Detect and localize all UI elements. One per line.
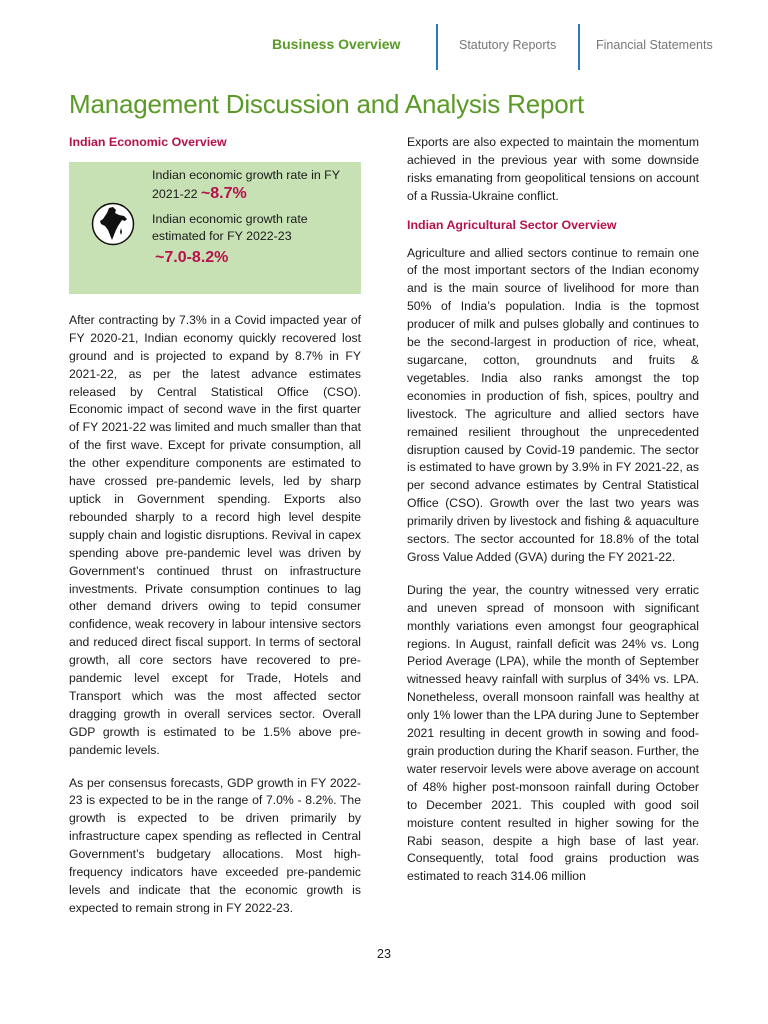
nav-financial-statements[interactable]: Financial Statements bbox=[596, 38, 713, 52]
left-column bbox=[69, 134, 361, 933]
stat-label-fy22: Indian economic growth rate in FY bbox=[152, 167, 341, 182]
paragraph: Exports are also expected to maintain the momentum achieved in the previous year with some downside risks emanating from geopolitical tensions on account of a Russia-Ukraine conflict. bbox=[407, 135, 699, 203]
stat-label-fy23: Indian economic growth rate estimated for FY 2022-23 bbox=[152, 211, 308, 244]
paragraph: As per consensus forecasts, GDP growth in FY 2022-23 is expected to be in the range of 7.0% - 8.2%. The growth is expected to be driven primarily by infrastructure capex spending as reflected in Central Government’s budgetary allocations. Most high-frequency indicators have exceeded pre-pandemic levels and indicate that the economic growth is expected to remain strong in FY 2022-23. bbox=[69, 775, 361, 915]
paragraph: After contracting by 7.3% in a Covid impacted year of FY 2020-21, Indian economy quickly recovered lost ground and is projected to expand by 8.7% in FY 2021-22, as per the latest advance estimates released by Central Statistical Office (CSO). Economic impact of second wave in the first quarter of FY 2021-22 was limited and much smaller than that of the first wave. Except for private consumption, all the other expenditure components are estimated to have crossed pre-pandemic levels, led by sharp uptick in Government spending. Exports also rebounded sharply to a record high level despite supply chain and logistic disruptions. Revival in capex spending above pre-pandemic level was driven by Government’s continued thrust on infrastructure investments. Private consumption continues to lag other demand drivers owing to tepid consumer confidence, weak recovery in labour intensive sectors and reduced direct fiscal support. In terms of sectoral growth, all core sectors have recovered to pre-pandemic level except for Trade, Hotels and Transport which was the most affected sector dragging growth in overall services sector. Overall GDP growth is estimated to be 1.5% above pre-pandemic levels. bbox=[69, 312, 361, 757]
page-number: 23 bbox=[377, 947, 391, 961]
paragraph: During the year, the country witnessed very erratic and uneven spread of monsoon with significant monthly variations even amongst four geographical regions. In August, rainfall deficit was 24% vs. Long Period Average (LPA), while the month of September witnessed heavy rainfall with surplus of 34% vs. LPA. Nonetheless, overall monsoon rainfall was healthy at only 1% lower than the LPA during June to September 2021 resulting in decent growth in sowing and food-grain production during the Kharif season. Further, the water reservoir levels were above average on account of 48% higher post-monsoon rainfall during October to December 2021. This coupled with good soil moisture content resulted in higher sowing for the Rabi season, despite a high base of last year. Consequently, total food grains production was estimated to reach 314.06 million bbox=[407, 582, 699, 884]
nav-statutory-reports[interactable]: Statutory Reports bbox=[459, 38, 557, 52]
stat-value-fy22: ~8.7% bbox=[200, 184, 247, 202]
nav-divider bbox=[578, 24, 580, 70]
nav-divider bbox=[436, 24, 438, 70]
stat-value-fy23: ~7.0-8.2% bbox=[155, 249, 229, 267]
paragraph: Agriculture and allied sectors continue to remain one of the most important sectors of the Indian economy and is the main source of livelihood for more than 50% of India’s population. India is the topmost producer of milk and pulses globally and continues to be the second-largest in production of rice, wheat, sugarcane, cotton, groundnuts and fruits & vegetables. India also ranks amongst the top economies in production of fish, spices, poultry and livestock. The agriculture and allied sectors have remained resilient throughout the unprecedented disruption caused by Covid-19 pandemic. The sector is estimated to have grown by 3.9% in FY 2021-22, as per second advance estimates by Central Statistical Office (CSO). Growth over the last two years was primarily driven by livestock and fishing & aquaculture sectors. The sector accounted for 18.8% of the total Gross Value Added (GVA) during the FY 2021-22. bbox=[407, 245, 699, 564]
page-title: Management Discussion and Analysis Report bbox=[69, 89, 584, 119]
section-heading-economic-overview: Indian Economic Overview bbox=[69, 135, 227, 149]
economic-stats-box bbox=[69, 162, 361, 294]
stat-label-fy22-year: 2021-22 bbox=[152, 186, 198, 201]
section-heading-agricultural-overview: Indian Agricultural Sector Overview bbox=[407, 217, 617, 232]
india-map-icon bbox=[91, 202, 135, 246]
nav-business-overview[interactable]: Business Overview bbox=[272, 36, 401, 52]
right-column bbox=[407, 134, 699, 901]
stat-row-fy22 bbox=[152, 185, 353, 204]
